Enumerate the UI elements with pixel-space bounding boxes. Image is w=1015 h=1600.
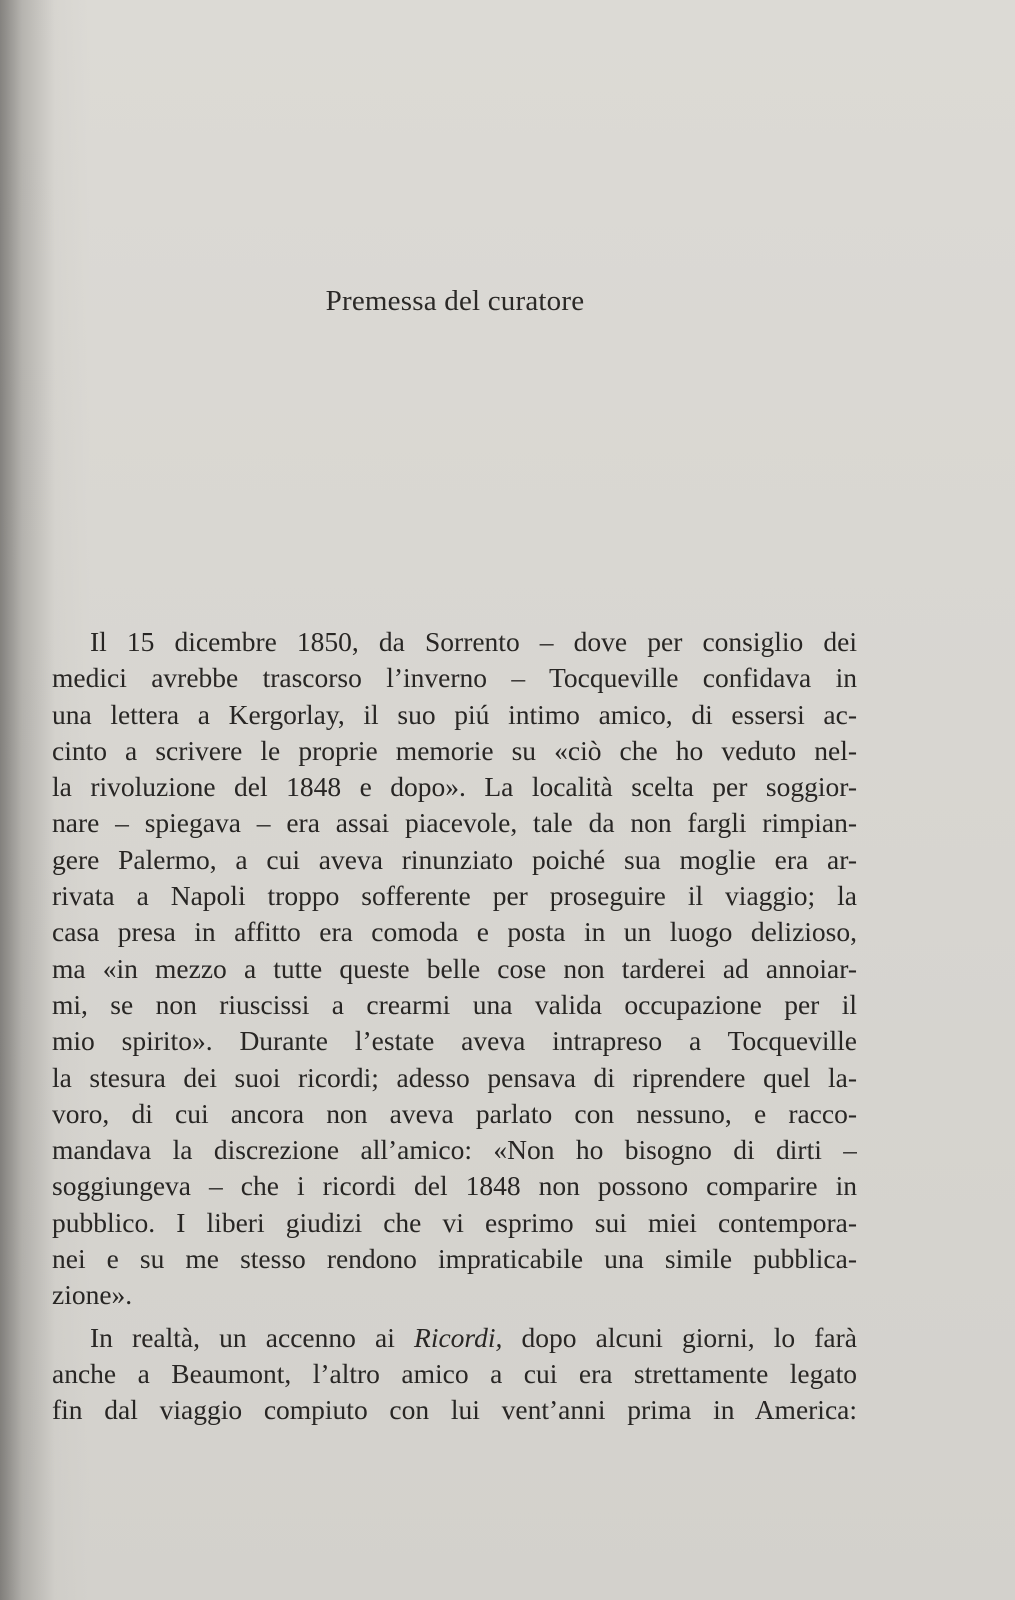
text-line: la stesura dei suoi ricordi; adesso pensava di riprendere quel la- — [52, 1061, 857, 1093]
text-line: voro, di cui ancora non aveva parlato con nessuno, e racco- — [52, 1097, 857, 1129]
text-line: anche a Beaumont, l’altro amico a cui era strettamente legato — [52, 1357, 857, 1389]
text-run: dopo alcuni giorni, lo farà — [502, 1321, 857, 1353]
text-line: fin dal viaggio compiuto con lui vent’anni prima in America: — [52, 1394, 857, 1426]
text-line: mandava la discrezione all’amico: «Non ho bisogno di dirti – — [52, 1134, 857, 1166]
text-line: ma «in mezzo a tutte queste belle cose non tarderei ad annoiar- — [52, 952, 857, 984]
text-line: pubblico. I liberi giudizi che vi esprimo sui miei contempora- — [52, 1206, 857, 1238]
text-line: gere Palermo, a cui aveva rinunziato poiché sua moglie era ar- — [52, 843, 857, 875]
text-line: casa presa in affitto era comoda e posta in un luogo delizioso, — [52, 916, 857, 948]
chapter-title — [0, 285, 900, 318]
body-text — [52, 624, 857, 1429]
text-line: mi, se non riuscissi a crearmi una valida occupazione per il — [52, 988, 857, 1020]
italic-title: Ricordi, — [414, 1321, 503, 1353]
paragraph-2 — [52, 1320, 857, 1429]
chapter-title-text: Premessa del curatore — [325, 285, 585, 317]
text-line — [52, 1320, 857, 1356]
paragraph-1 — [52, 624, 857, 1314]
text-line: cinto a scrivere le proprie memorie su «ciò che ho veduto nel- — [52, 734, 857, 766]
text-line: nei e su me stesso rendono impraticabile una simile pubblica- — [52, 1243, 857, 1275]
text-line: rivata a Napoli troppo sofferente per proseguire il viaggio; la — [52, 880, 857, 912]
text-line: una lettera a Kergorlay, il suo piú intimo amico, di essersi ac- — [52, 698, 857, 730]
text-line: soggiungeva – che i ricordi del 1848 non possono comparire in — [52, 1170, 857, 1202]
text-line: mio spirito». Durante l’estate aveva intrapreso a Tocqueville — [52, 1025, 857, 1057]
text-line: nare – spiegava – era assai piacevole, tale da non fargli rimpian- — [52, 807, 857, 839]
text-line: medici avrebbe trascorso l’inverno – Tocqueville confidava in — [52, 662, 857, 694]
text-run: In realtà, un accenno ai — [90, 1321, 415, 1353]
text-line: Il 15 dicembre 1850, da Sorrento – dove per consiglio dei — [90, 626, 857, 657]
text-line: zione». — [52, 1279, 133, 1311]
text-line: la rivoluzione del 1848 e dopo». La località scelta per soggior- — [52, 771, 857, 803]
